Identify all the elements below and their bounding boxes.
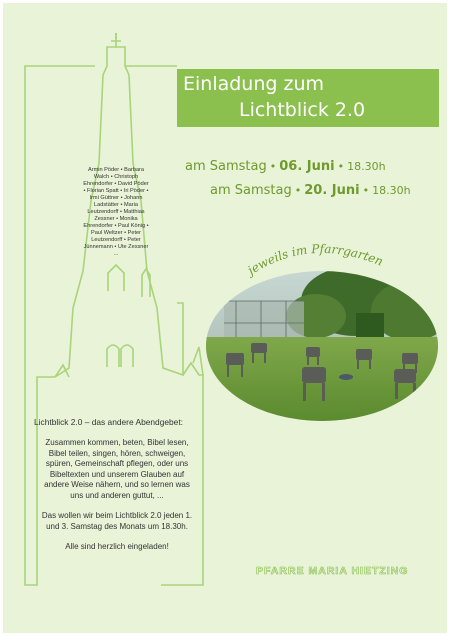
date-value: 20. Juni <box>304 183 360 198</box>
title-line-1: Einladung zum <box>183 73 325 95</box>
date-time: 18.30h <box>347 160 386 173</box>
subtitle: Lichtblick 2.0 – das andere Abendgebet: <box>34 417 183 427</box>
date-day: am Samstag <box>185 159 267 174</box>
description-paragraph-2: Das wollen wir beim Lichtblick 2.0 jeden 1. und 3. Samstag des Monats um 18.30h. <box>41 511 193 531</box>
garden-photo <box>206 271 438 421</box>
participant-names: Armin Pöder • Barbara Walch • Christoph Ehrendorfer • David Pöder • Florian Spatt • Iri Pöder • Irmi Güttner • Johann Ladstätter • Maria Leutzendorff • Matthias Zessner • Monika Ehrendorfer • Paul König • Paul Weltzer • Peter Leutzendorff • Peter Jünnemann • Ute Zessner ... <box>83 167 149 257</box>
description-paragraph-1: Zusammen kommen, beten, Bibel lesen, Bibel teilen, singen, hören, schweigen, spüren, Gemeinschaft pflegen, oder uns Bibeltexten und unserem Glauben auf andere Weise nähern, und so lernen was uns und anderen guttut, ... <box>44 438 190 500</box>
title-line-2: Lichtblick 2.0 <box>239 99 366 121</box>
description-text <box>38 438 196 563</box>
invitation-text: Alle sind herzlich eingeladen! <box>65 542 169 551</box>
date-time: 18.30h <box>372 184 411 197</box>
date-day: am Samstag <box>210 183 292 198</box>
date-row-2: am Samstag • 20. Juni • 18.30h <box>210 183 411 198</box>
date-value: 06. Juni <box>279 159 335 174</box>
parish-name: PFARRE MARIA HIETZING <box>256 565 409 577</box>
location-text: jeweils im Pfarrgarten <box>245 241 386 278</box>
flyer-page <box>3 3 447 633</box>
date-row-1: am Samstag • 06. Juni • 18.30h <box>185 159 386 174</box>
